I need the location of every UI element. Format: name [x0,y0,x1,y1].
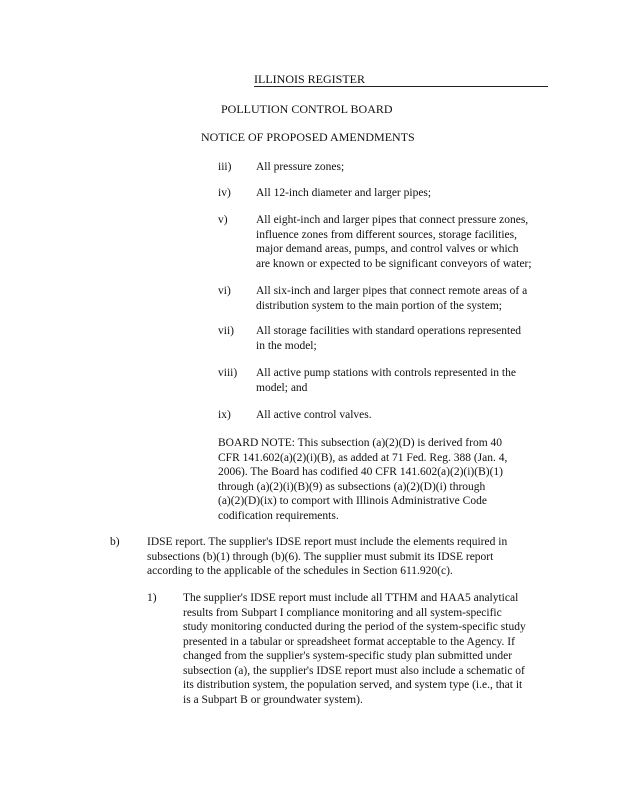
subitem-text [183,591,526,707]
board-title: POLLUTION CONTROL BOARD [221,102,393,116]
subitem-line: study monitoring conducted during the period of the system-specific study [183,621,526,633]
header-rule [254,86,548,87]
item-text [256,213,532,271]
item-line: All 12-inch diameter and larger pipes; [256,187,432,199]
item-text [256,408,372,423]
item-line: influence zones from different sources, storage facilities, [256,228,517,241]
subitem-line: subsection (a), the supplier's IDSE report must also include a schematic of [183,664,525,677]
item-number: iv) [218,187,231,199]
section-number: b) [110,536,120,548]
register-title: ILLINOIS REGISTER [254,72,365,86]
item-line: All six-inch and larger pipes that connect remote areas of a [256,285,528,297]
item-text [256,366,516,395]
item-text [256,186,431,201]
item-line: All eight-inch and larger pipes that connect pressure zones, [256,214,529,226]
item-number: v) [218,214,228,226]
item-number: viii) [218,367,238,379]
item-line: model; and [256,381,308,394]
item-text [256,284,527,313]
subitem-line: The supplier's IDSE report must include all TTHM and HAA5 analytical [183,592,519,604]
item-line: are known or expected to be significant conveyors of water; [256,257,532,270]
item-text [256,324,521,353]
item-line: All active pump stations with controls represented in the [256,367,516,379]
item-number: ix) [218,409,231,421]
note-line: 2006). The Board has codified 40 CFR 141.602(a)(2)(i)(B)(1) [218,466,503,478]
item-line: major demand areas, pumps, and control valves or which [256,243,519,255]
board-note [218,436,507,523]
note-line: BOARD NOTE: This subsection (a)(2)(D) is derived from 40 [218,437,503,449]
item-number: vi) [218,285,231,297]
subitem-line: its distribution system, the population served, and system type (i.e., that it [183,679,523,691]
section-text [147,535,507,579]
note-line: (a)(2)(D)(ix) to comport with Illinois Administrative Code [218,495,487,507]
item-number: vii) [218,325,234,337]
item-line: All active control valves. [256,409,372,421]
subitem-line: presented in a tabular or spreadsheet format acceptable to the Agency. If [183,635,515,648]
item-line: All storage facilities with standard operations represented [256,325,522,337]
subitem-line: is a Subpart B or groundwater system). [183,693,363,706]
item-line: All pressure zones; [256,161,345,173]
note-line: codification requirements. [218,509,339,522]
item-number: iii) [218,161,232,173]
note-line: through (a)(2)(i)(B)(9) as subsections (a)(2)(D)(i) through [218,480,486,493]
subitem-line: changed from the supplier's system-specific study plan submitted under [183,650,513,662]
subitem-number: 1) [147,592,157,604]
section-line: subsections (b)(1) through (b)(6). The supplier must submit its IDSE report [147,550,494,563]
notice-title: NOTICE OF PROPOSED AMENDMENTS [201,130,415,144]
item-line: in the model; [256,339,317,352]
item-line: distribution system to the main portion of the system; [256,299,502,312]
subitem-line: results from Subpart I compliance monitoring and all system-specific [183,606,502,619]
section-line: according to the applicable of the schedules in Section 611.920(c). [147,565,453,577]
note-line: CFR 141.602(a)(2)(i)(B), as added at 71 Fed. Reg. 388 (Jan. 4, [218,451,508,464]
section-line: IDSE report. The supplier's IDSE report must include the elements required in [147,536,508,548]
item-text [256,160,344,175]
